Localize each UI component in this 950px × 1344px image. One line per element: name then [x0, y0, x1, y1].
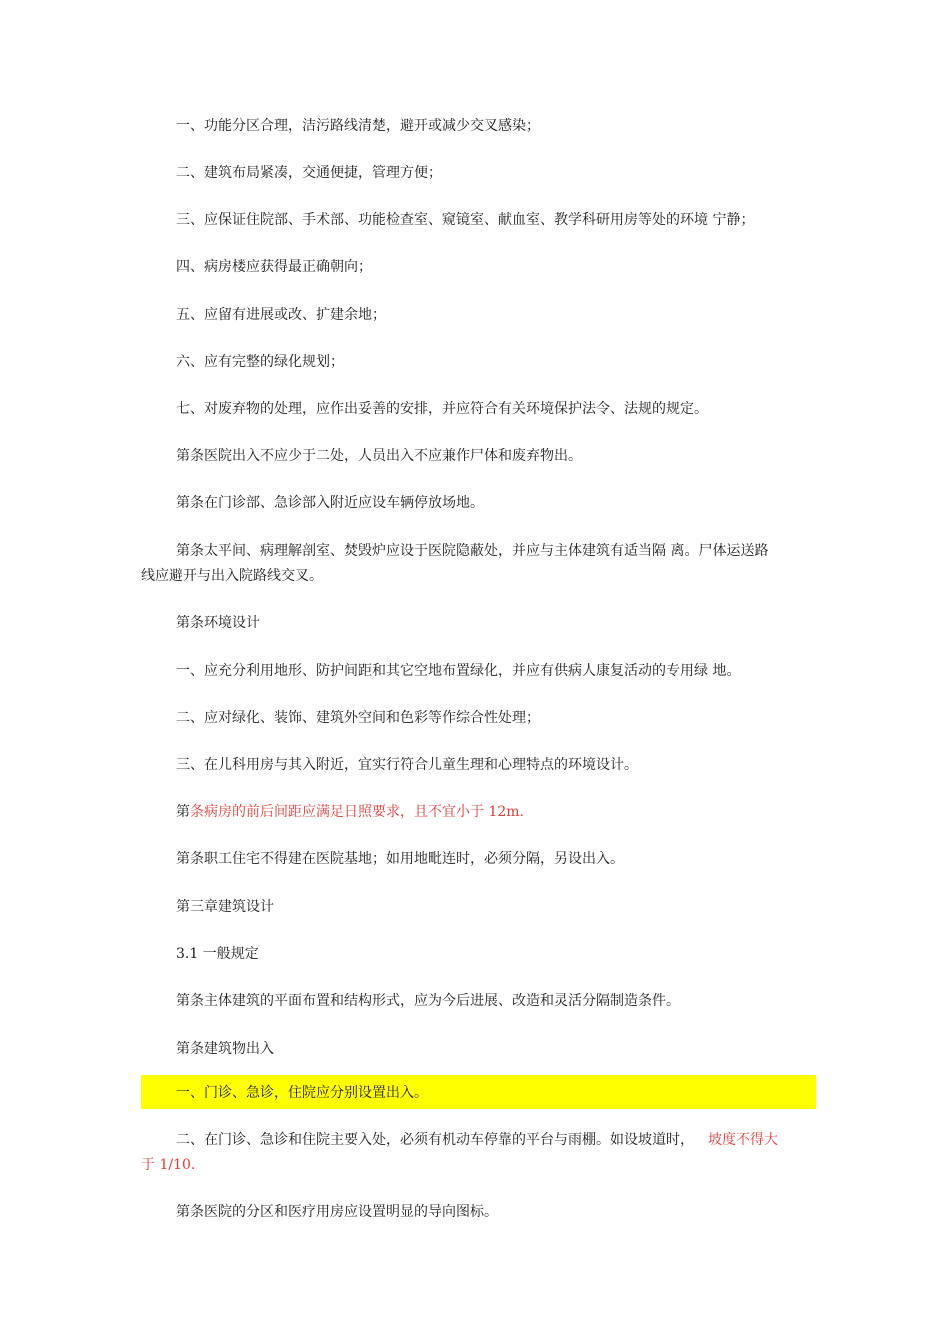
paragraph-19: 第条主体建筑的平面布置和结构形式，应为今后进展、改造和灵活分隔制造条件。 [176, 993, 680, 1009]
paragraph-3: 三、应保证住院部、手术部、功能检查室、窥镜室、献血室、教学科研用房等处的环境 宁静； [176, 212, 755, 228]
paragraph-12: 一、应充分利用地形、防护间距和其它空地布置绿化，并应有供病人康复活动的专用绿 地。 [176, 663, 741, 679]
paragraph-15-prefix: 第 [176, 804, 190, 820]
paragraph-15 [176, 800, 816, 824]
paragraph-22-line-1 [176, 1128, 816, 1152]
paragraph-5: 五、应留有进展或改、扩建余地； [176, 307, 386, 323]
paragraph-21-highlighted: 一、门诊、急诊，住院应分别设置出入。 [176, 1085, 428, 1101]
paragraph-11: 第条环境设计 [176, 615, 260, 631]
paragraph-10-line-1: 第条太平间、病理解剖室、焚毁炉应设于医院隐蔽处，并应与主体建筑有适当隔 离。尸体运送路 [176, 543, 769, 559]
paragraph-23: 第条医院的分区和医疗用房应设置明显的导向图标。 [176, 1204, 498, 1220]
paragraph-14: 三、在儿科用房与其入附近，宜实行符合儿童生理和心理特点的环境设计。 [176, 757, 638, 773]
paragraph-8: 第条医院出入不应少于二处，人员出入不应兼作尸体和废弃物出。 [176, 448, 582, 464]
paragraph-16: 第条职工住宅不得建在医院基地；如用地毗连时，必须分隔，另设出入。 [176, 851, 624, 867]
paragraph-22-text: 二、在门诊、急诊和住院主要入处，必须有机动车停靠的平台与雨棚。如设坡道时， [176, 1132, 694, 1148]
paragraph-22-line-2: 于 1/10. [141, 1157, 196, 1173]
paragraph-4: 四、病房楼应获得最正确朝向； [176, 259, 372, 275]
paragraph-22-red-text: 坡度不得大 [708, 1132, 778, 1148]
paragraph-20: 第条建筑物出入 [176, 1041, 274, 1057]
paragraph-7: 七、对废弃物的处理，应作出妥善的安排，并应符合有关环境保护法令、法规的规定。 [176, 401, 708, 417]
section-heading: 3.1 一般规定 [176, 946, 259, 962]
paragraph-9: 第条在门诊部、急诊部入附近应设车辆停放场地。 [176, 495, 484, 511]
paragraph-6: 六、应有完整的绿化规划； [176, 354, 344, 370]
paragraph-15-red-text: 条病房的前后间距应满足日照要求，且不宜小于 12m. [190, 804, 524, 820]
paragraph-2: 二、建筑布局紧凑，交通便捷，管理方便； [176, 165, 442, 181]
paragraph-13: 二、应对绿化、装饰、建筑外空间和色彩等作综合性处理； [176, 710, 540, 726]
chapter-heading: 第三章建筑设计 [176, 899, 274, 915]
paragraph-1: 一、功能分区合理，洁污路线清楚，避开或减少交叉感染； [176, 118, 540, 134]
paragraph-10-line-2: 线应避开与出入院路线交叉。 [141, 568, 323, 584]
